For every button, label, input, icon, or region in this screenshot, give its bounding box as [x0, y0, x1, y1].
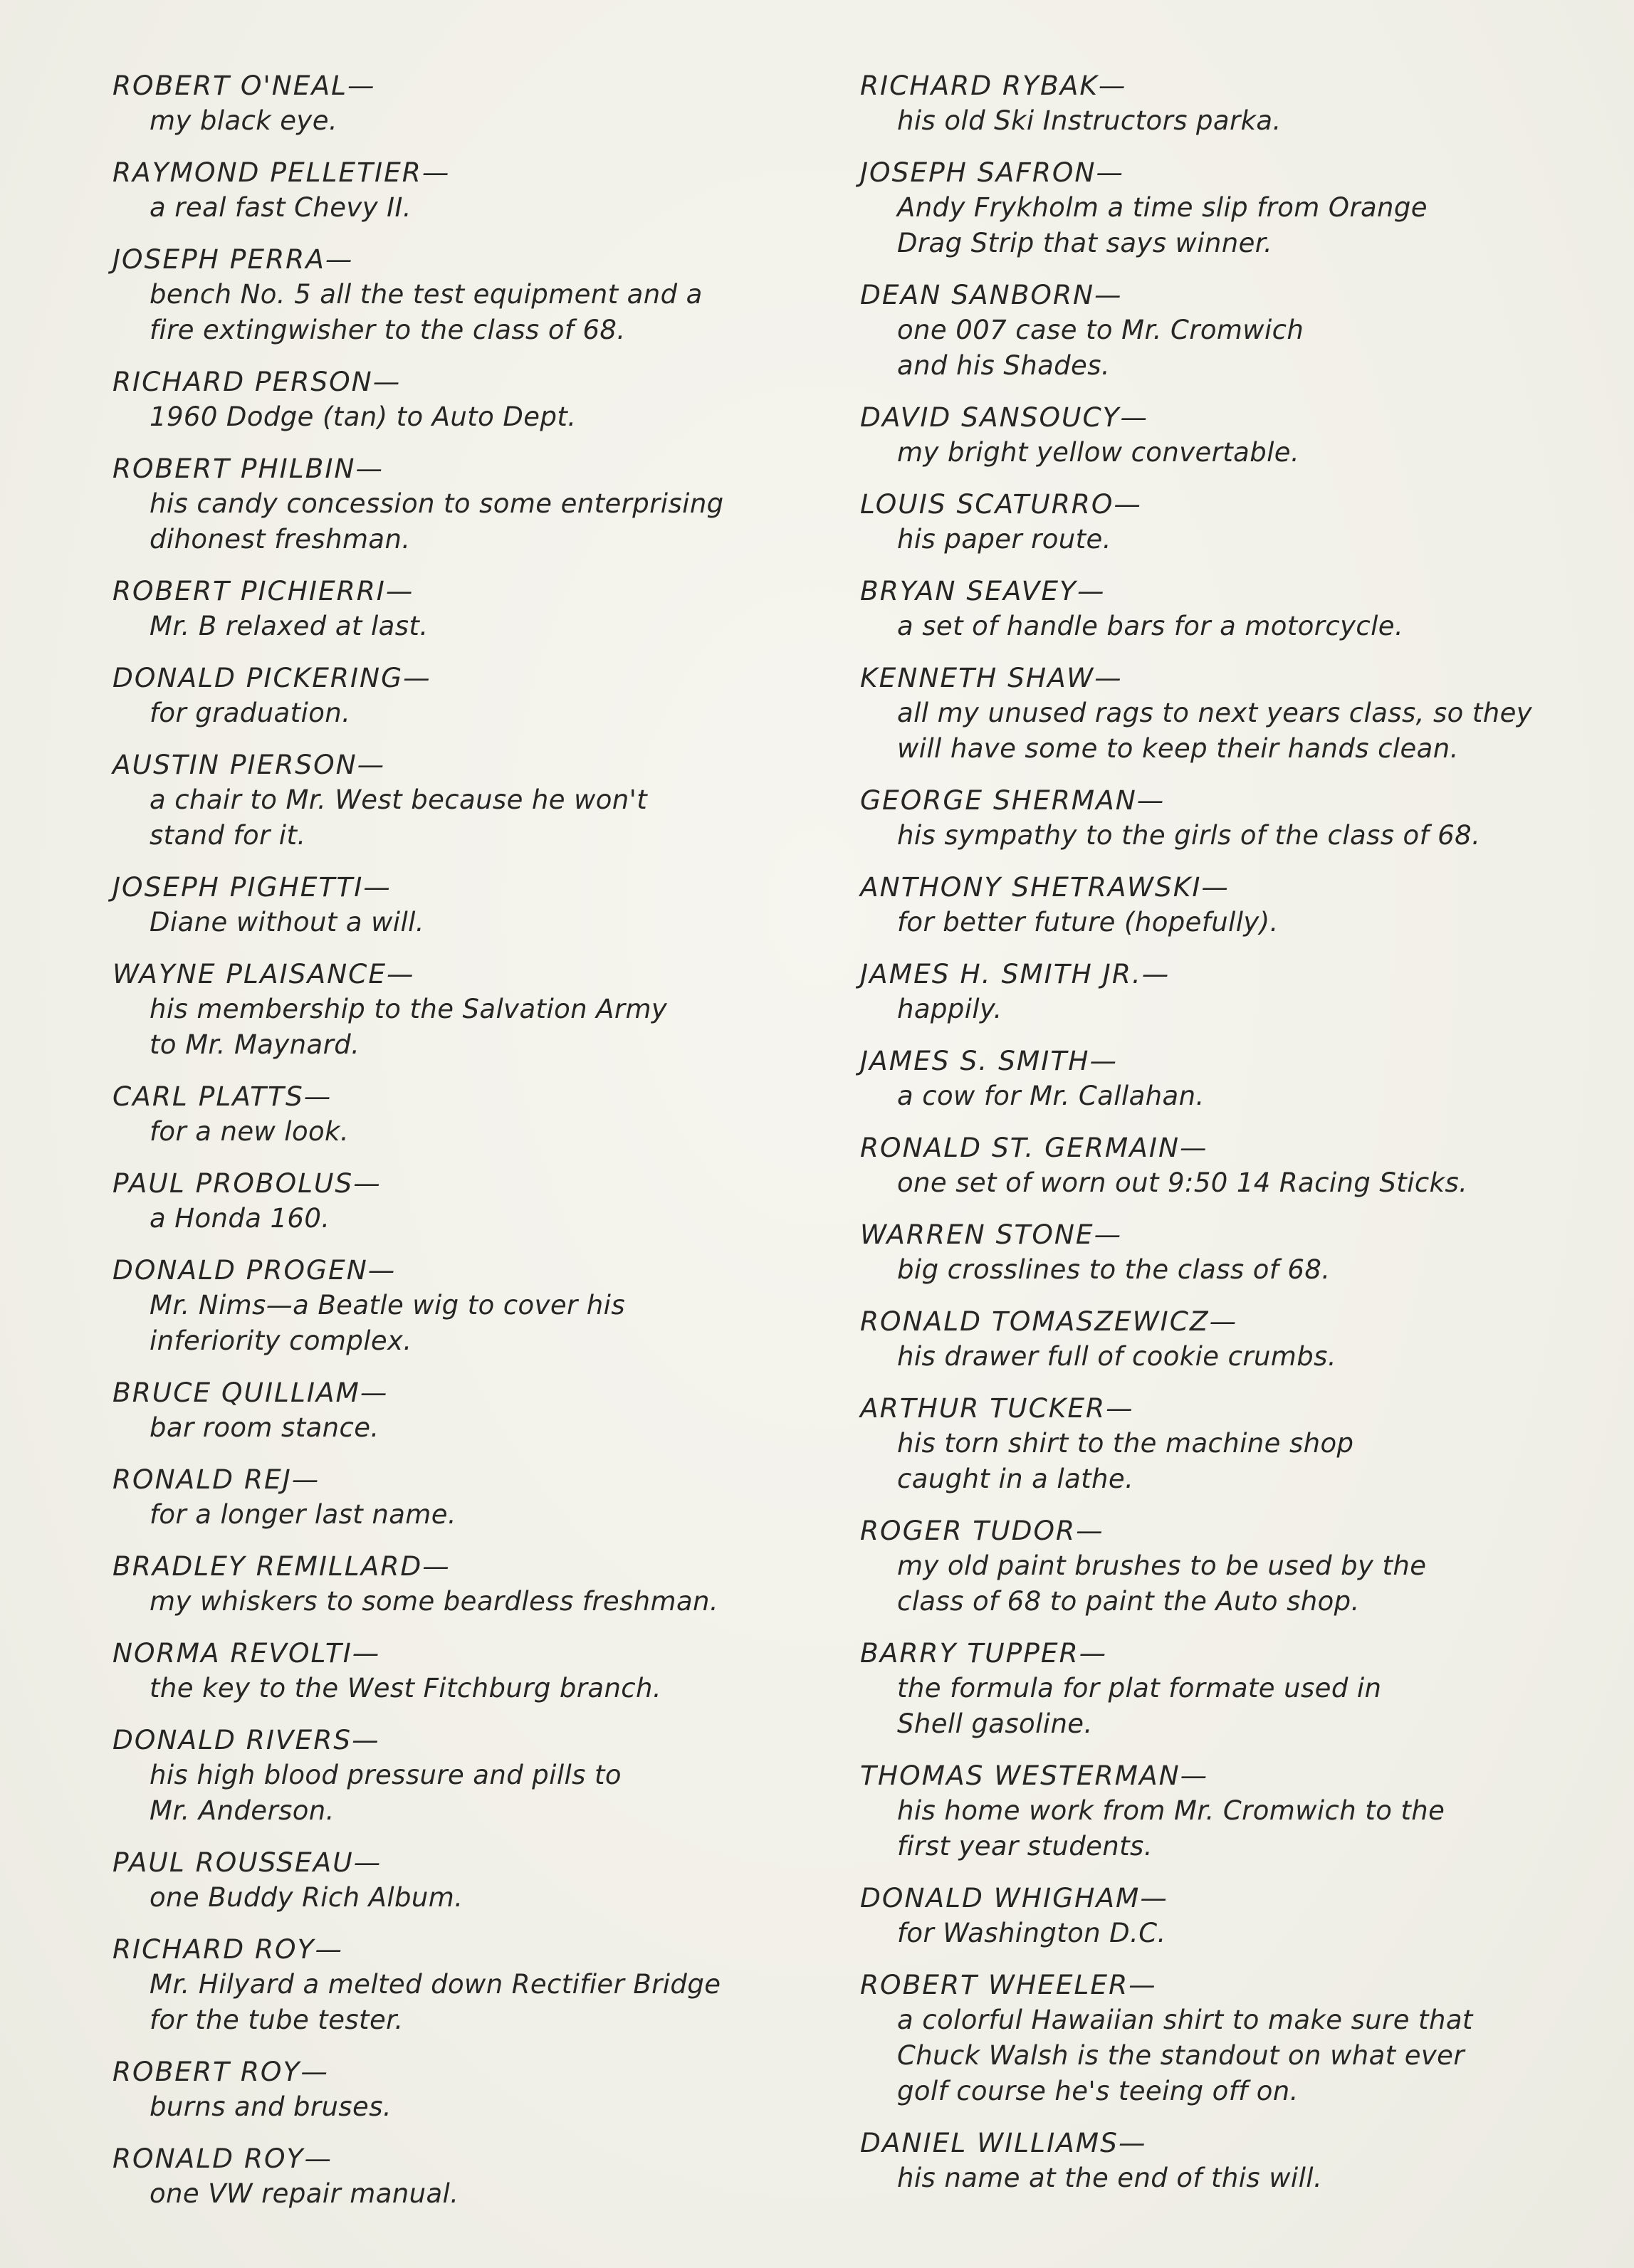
will-entry: [860, 1390, 1572, 1497]
student-name: RAYMOND PELLETIER—: [112, 157, 451, 188]
student-name: PAUL ROUSSEAU—: [112, 1847, 382, 1878]
bequest-text: his sympathy to the girls of the class of 68.: [897, 820, 1481, 851]
will-entry: [112, 1078, 824, 1150]
will-entry: [112, 2054, 824, 2125]
will-entry: [860, 782, 1572, 854]
bequest-text: a Honda 160.: [150, 1203, 330, 1234]
will-entry: [860, 869, 1572, 940]
will-entry: [860, 956, 1572, 1027]
bequest-text: bar room stance.: [150, 1412, 379, 1443]
bequest-text: burns and bruses.: [150, 2091, 392, 2122]
bequest-text: Mr. B relaxed at last.: [150, 611, 429, 641]
student-name: JOSEPH PERRA—: [112, 243, 354, 275]
student-name: DONALD RIVERS—: [112, 1724, 380, 1755]
bequest-text: my black eye.: [150, 105, 338, 136]
student-name: JOSEPH SAFRON—: [860, 157, 1124, 188]
bequest-text: his membership to the Salvation Army to Mr. Maynard.: [150, 994, 668, 1060]
will-entry: [112, 956, 824, 1063]
student-name: RONALD REJ—: [112, 1464, 320, 1495]
bequest-text: a cow for Mr. Callahan.: [897, 1081, 1205, 1111]
bequest-text: one 007 case to Mr. Cromwich and his Shades.: [897, 315, 1304, 381]
student-name: ROBERT PHILBIN—: [112, 453, 384, 484]
bequest-text: my bright yellow convertable.: [897, 437, 1300, 468]
will-entry: [860, 660, 1572, 767]
student-name: GEORGE SHERMAN—: [860, 784, 1166, 816]
will-entry: [112, 1461, 824, 1533]
bequest-text: for better future (hopefully).: [897, 907, 1279, 938]
student-name: RONALD ST. GERMAIN—: [860, 1132, 1208, 1163]
will-entry: [112, 747, 824, 854]
student-name: ANTHONY SHETRAWSKI—: [860, 871, 1230, 903]
will-entry: [860, 573, 1572, 644]
student-name: ROBERT WHEELER—: [860, 1969, 1157, 2000]
bequest-text: his drawer full of cookie crumbs.: [897, 1341, 1336, 1372]
will-entry: [860, 2125, 1572, 2196]
bequest-text: his candy concession to some enterprising dihonest freshman.: [150, 488, 724, 555]
bequest-text: Diane without a will.: [150, 907, 424, 938]
bequest-text: for Washington D.C.: [897, 1918, 1166, 1948]
will-entry: [860, 154, 1572, 261]
will-entry: [860, 1880, 1572, 1951]
will-entry: [860, 1513, 1572, 1619]
will-entry: [112, 1722, 824, 1829]
student-name: BARRY TUPPER—: [860, 1637, 1108, 1669]
bequest-text: a real fast Chevy II.: [150, 192, 412, 223]
bequest-text: big crosslines to the class of 68.: [897, 1254, 1331, 1285]
will-entry: [860, 399, 1572, 471]
will-entry: [112, 1252, 824, 1359]
student-name: RONALD TOMASZEWICZ—: [860, 1306, 1238, 1337]
will-entry: [860, 1130, 1572, 1201]
will-entry: [860, 1043, 1572, 1114]
bequest-text: one Buddy Rich Album.: [150, 1882, 464, 1913]
bequest-text: the key to the West Fitchburg branch.: [150, 1673, 662, 1703]
will-entry: [860, 1967, 1572, 2109]
student-name: DONALD PROGEN—: [112, 1254, 397, 1286]
bequest-text: his home work from Mr. Cromwich to the first year students.: [897, 1795, 1445, 1862]
bequest-text: for a new look.: [150, 1116, 350, 1147]
bequest-text: his paper route.: [897, 524, 1111, 555]
bequest-text: his name at the end of this will.: [897, 2163, 1323, 2193]
bequest-text: his high blood pressure and pills to Mr. Anderson.: [150, 1760, 622, 1826]
bequest-text: for a longer last name.: [150, 1499, 457, 1530]
student-name: WARREN STONE—: [860, 1219, 1123, 1250]
student-name: BRYAN SEAVEY—: [860, 575, 1106, 607]
student-name: RICHARD ROY—: [112, 1933, 343, 1965]
student-name: THOMAS WESTERMAN—: [860, 1760, 1209, 1791]
will-entry: [112, 2141, 824, 2212]
bequest-text: the formula for plat formate used in Shell gasoline.: [897, 1673, 1382, 1739]
student-name: JOSEPH PIGHETTI—: [112, 871, 392, 903]
student-name: BRADLEY REMILLARD—: [112, 1550, 451, 1582]
student-name: DANIEL WILLIAMS—: [860, 2127, 1147, 2158]
bequest-text: bench No. 5 all the test equipment and a fire extingwisher to the class of 68.: [150, 279, 703, 345]
student-name: ROGER TUDOR—: [860, 1515, 1104, 1546]
student-name: CARL PLATTS—: [112, 1081, 332, 1112]
student-name: NORMA REVOLTI—: [112, 1637, 381, 1669]
will-entry: [112, 68, 824, 139]
student-name: ROBERT PICHIERRI—: [112, 575, 414, 607]
student-name: ROBERT O'NEAL—: [112, 70, 376, 101]
will-entry: [112, 1931, 824, 2038]
student-name: DONALD WHIGHAM—: [860, 1882, 1168, 1913]
bequest-text: his torn shirt to the machine shop caught in a lathe.: [897, 1428, 1354, 1494]
will-entry: [112, 1844, 824, 1916]
will-entry: [112, 869, 824, 940]
will-entry: [112, 660, 824, 731]
bequest-text: 1960 Dodge (tan) to Auto Dept.: [150, 401, 577, 432]
student-name: JAMES S. SMITH—: [860, 1045, 1118, 1076]
bequest-text: Mr. Hilyard a melted down Rectifier Bridge for the tube tester.: [150, 1969, 721, 2035]
bequest-text: a colorful Hawaiian shirt to make sure that Chuck Walsh is the standout on what ever golf course he's teeing off on.: [897, 2005, 1473, 2106]
will-entry: [112, 573, 824, 644]
bequest-text: a set of handle bars for a motorcycle.: [897, 611, 1404, 641]
will-entry: [860, 68, 1572, 139]
will-entry: [860, 1758, 1572, 1864]
student-name: BRUCE QUILLIAM—: [112, 1377, 389, 1408]
student-name: DEAN SANBORN—: [860, 279, 1123, 310]
will-entry: [860, 1303, 1572, 1375]
student-name: DAVID SANSOUCY—: [860, 401, 1149, 433]
bequest-text: one VW repair manual.: [150, 2178, 459, 2209]
left-column: [112, 68, 824, 2212]
student-name: PAUL PROBOLUS—: [112, 1167, 382, 1199]
will-entry: [860, 486, 1572, 557]
bequest-text: a chair to Mr. West because he won't stand for it.: [150, 784, 648, 851]
bequest-text: my whiskers to some beardless freshman.: [150, 1586, 719, 1617]
student-name: LOUIS SCATURRO—: [860, 488, 1142, 520]
will-entry: [860, 1635, 1572, 1742]
student-name: WAYNE PLAISANCE—: [112, 958, 415, 989]
bequest-text: his old Ski Instructors parka.: [897, 105, 1282, 136]
will-entry: [112, 1548, 824, 1619]
bequest-text: happily.: [897, 994, 1002, 1024]
bequest-text: Andy Frykholm a time slip from Orange Drag Strip that says winner.: [897, 192, 1428, 258]
student-name: RICHARD PERSON—: [112, 366, 402, 397]
student-name: JAMES H. SMITH JR.—: [860, 958, 1170, 989]
will-entry: [860, 277, 1572, 384]
bequest-text: one set of worn out 9:50 14 Racing Sticks.: [897, 1167, 1468, 1198]
bequest-text: Mr. Nims—a Beatle wig to cover his inferiority complex.: [150, 1290, 626, 1356]
student-name: RICHARD RYBAK—: [860, 70, 1127, 101]
will-entry: [112, 1165, 824, 1237]
will-entry: [860, 1217, 1572, 1288]
will-entry: [112, 364, 824, 435]
will-entry: [112, 154, 824, 226]
will-entry: [112, 451, 824, 557]
bequest-text: all my unused rags to next years class, so they will have some to keep their hands clean.: [897, 698, 1533, 764]
will-entry: [112, 1635, 824, 1706]
student-name: KENNETH SHAW—: [860, 662, 1123, 693]
student-name: ARTHUR TUCKER—: [860, 1392, 1134, 1424]
right-column: [860, 68, 1572, 2196]
bequest-text: my old paint brushes to be used by the class of 68 to paint the Auto shop.: [897, 1550, 1427, 1617]
student-name: ROBERT ROY—: [112, 2056, 329, 2087]
will-entry: [112, 241, 824, 348]
student-name: RONALD ROY—: [112, 2143, 332, 2174]
will-entry: [112, 1375, 824, 1446]
student-name: AUSTIN PIERSON—: [112, 749, 386, 780]
student-name: DONALD PICKERING—: [112, 662, 431, 693]
bequest-text: for graduation.: [150, 698, 351, 728]
